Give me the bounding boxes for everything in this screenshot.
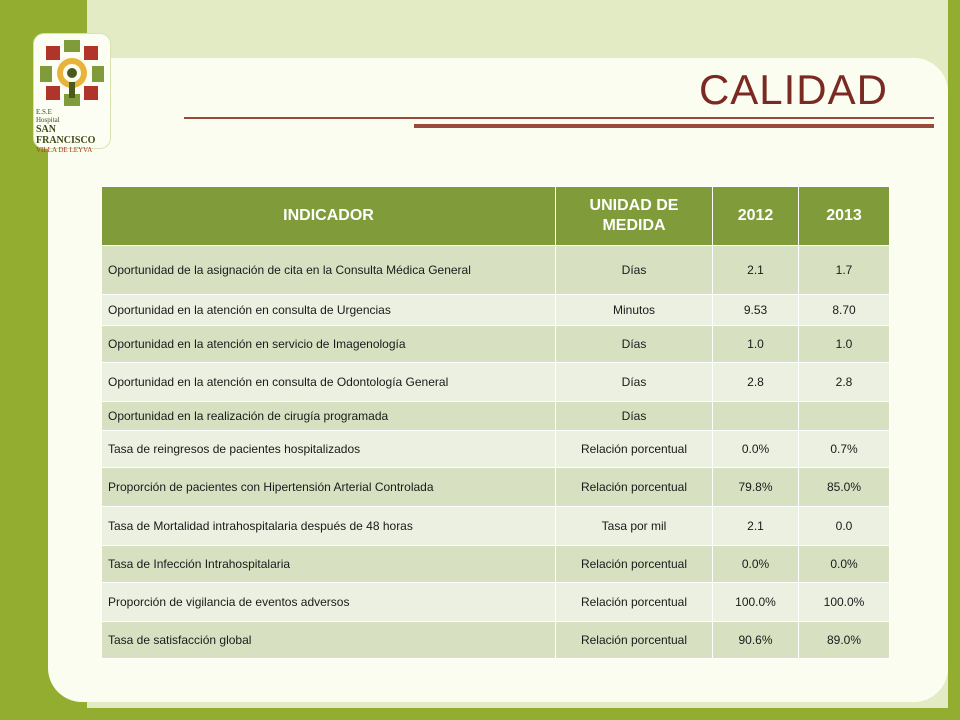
cell-2012: 2.8 [713, 363, 799, 402]
logo-caption [36, 108, 110, 154]
cell-2013: 1.0 [799, 326, 890, 363]
cell-indicator: Proporción de pacientes con Hipertensión Arterial Controlada [102, 468, 556, 507]
table-header-row [102, 187, 890, 246]
cell-2012: 9.53 [713, 295, 799, 326]
cell-2013: 8.70 [799, 295, 890, 326]
cell-2013: 0.7% [799, 431, 890, 468]
cell-unit: Días [556, 363, 713, 402]
bottom-green-strip [0, 708, 960, 720]
cell-2013: 2.8 [799, 363, 890, 402]
logo-line-4: VILLA DE LEYVA [36, 146, 93, 154]
title-rule-thin [184, 117, 934, 119]
cell-2012: 100.0% [713, 583, 799, 622]
right-green-strip [948, 0, 960, 720]
top-strip [87, 0, 960, 60]
cell-indicator: Oportunidad de la asignación de cita en la Consulta Médica General [102, 246, 556, 295]
cell-indicator: Tasa de satisfacción global [102, 622, 556, 659]
hospital-logo [34, 34, 110, 154]
table-row [102, 363, 890, 402]
cell-2013 [799, 402, 890, 431]
cell-unit: Tasa por mil [556, 507, 713, 546]
cell-2012: 2.1 [713, 246, 799, 295]
cell-indicator: Tasa de reingresos de pacientes hospitalizados [102, 431, 556, 468]
cell-indicator: Tasa de Mortalidad intrahospitalaria después de 48 horas [102, 507, 556, 546]
cell-2013: 100.0% [799, 583, 890, 622]
indicators-table [101, 186, 890, 659]
cell-indicator: Oportunidad en la atención en consulta de Odontología General [102, 363, 556, 402]
header-unit: UNIDAD DE MEDIDA [556, 187, 713, 246]
header-2013: 2013 [799, 187, 890, 246]
table-row [102, 468, 890, 507]
table-row [102, 546, 890, 583]
cell-2012: 2.1 [713, 507, 799, 546]
header-2012: 2012 [713, 187, 799, 246]
logo-line-2: Hospital [36, 116, 60, 124]
cell-unit: Minutos [556, 295, 713, 326]
cell-2012: 0.0% [713, 546, 799, 583]
cell-2012: 90.6% [713, 622, 799, 659]
cell-2013: 85.0% [799, 468, 890, 507]
cell-2012 [713, 402, 799, 431]
cell-unit: Días [556, 246, 713, 295]
cell-indicator: Oportunidad en la realización de cirugía programada [102, 402, 556, 431]
cell-2013: 0.0% [799, 546, 890, 583]
table-body [102, 246, 890, 659]
cell-2012: 1.0 [713, 326, 799, 363]
cell-2013: 1.7 [799, 246, 890, 295]
cell-unit: Relación porcentual [556, 431, 713, 468]
cell-unit: Días [556, 402, 713, 431]
hospital-emblem-icon [38, 38, 106, 108]
table-row [102, 246, 890, 295]
table-row [102, 431, 890, 468]
table-row [102, 507, 890, 546]
cell-indicator: Proporción de vigilancia de eventos adversos [102, 583, 556, 622]
cell-unit: Relación porcentual [556, 622, 713, 659]
cell-indicator: Oportunidad en la atención en servicio de Imagenología [102, 326, 556, 363]
cell-2013: 89.0% [799, 622, 890, 659]
cell-2012: 0.0% [713, 431, 799, 468]
cell-2012: 79.8% [713, 468, 799, 507]
cell-unit: Relación porcentual [556, 546, 713, 583]
cell-indicator: Tasa de Infección Intrahospitalaria [102, 546, 556, 583]
logo-line-3: SAN FRANCISCO [36, 124, 96, 146]
table-row [102, 295, 890, 326]
cell-indicator: Oportunidad en la atención en consulta de Urgencias [102, 295, 556, 326]
logo-line-1: E.S.E [36, 108, 52, 116]
table-row [102, 622, 890, 659]
cell-2013: 0.0 [799, 507, 890, 546]
title-rule-thick [414, 124, 934, 128]
table-row [102, 583, 890, 622]
slide-title: CALIDAD [698, 66, 888, 113]
cell-unit: Relación porcentual [556, 468, 713, 507]
table-row [102, 402, 890, 431]
table-row [102, 326, 890, 363]
header-indicator: INDICADOR [102, 187, 556, 246]
cell-unit: Días [556, 326, 713, 363]
cell-unit: Relación porcentual [556, 583, 713, 622]
